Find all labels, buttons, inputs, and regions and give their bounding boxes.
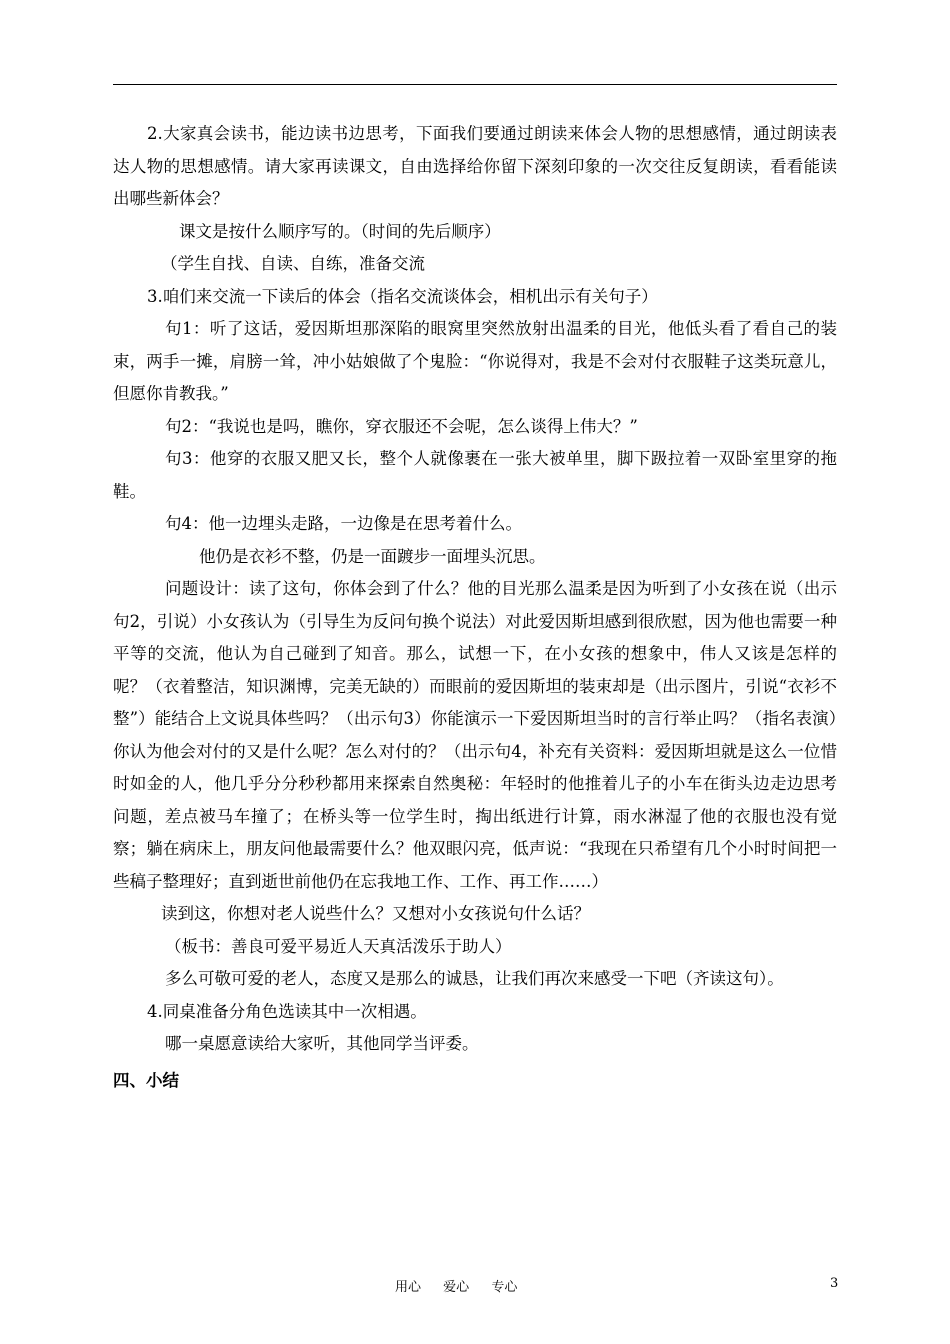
footer-item: 用心 [395,1280,422,1295]
paragraph: （板书：善良可爱平易近人天真活泼乐于助人） [165,936,512,956]
header-rule [113,84,837,85]
paragraph: 问题设计：读了这句，你体会到了什么？他的目光那么温柔是因为听到了小女孩在说（出示句2，引说）小女孩认为（引导生为反问句换个说法）对此爱因斯坦感到很欣慰，因为他也需要一种平等的交流，他认为自己碰到了知音。那么，试想一下，在小女孩的想象中，伟人又该是怎样的呢？（衣着整洁，知识渊博，完美无缺的）而眼前的爱因斯坦的装束却是（出示图片，引说“衣衫不整”）能结合上文说具体些吗？（出示句3）你能演示一下爱因斯坦当时的言行举止吗？（指名表演）你认为他会对付的又是什么呢？怎么对付的？（出示句4，补充有关资料：爱因斯坦就是这么一位惜时如金的人，他几乎分分秒秒都用来探索自然奥秘：年轻时的他推着儿子的小车在街头边走边思考问题，差点被马车撞了；在桥头等一位学生时，掏出纸进行计算，雨水淋湿了他的衣服也没有觉察；躺在病床上，朋友问他最需要什么？他双眼闪亮，低声说：“我现在只希望有几个小时时间把一些稿子整理好；直到逝世前他仍在忘我地工作、工作、再工作……） [113,579,837,891]
page-footer [0,1276,950,1296]
paragraph: 哪一桌愿意读给大家听，其他同学当评委。 [165,1034,479,1053]
section-heading: 四、小结 [113,1070,179,1090]
paragraph: 课文是按什么顺序写的。（时间的先后顺序） [179,221,501,241]
footer-item: 专心 [491,1280,518,1295]
paragraph: 他仍是衣衫不整，仍是一面踱步一面埋头沉思。 [199,546,546,566]
footer-item: 爱心 [443,1280,470,1295]
paragraph: 4.同桌准备分角色选读其中一次相遇。 [147,1001,427,1021]
page-number: 3 [830,1276,839,1291]
paragraph: 句3：他穿的衣服又肥又长，整个人就像裹在一张大被单里，脚下趿拉着一双卧室里穿的拖鞋。 [113,449,837,501]
document-body [113,118,837,1097]
paragraph: 句4：他一边埋头走路，一边像是在思考着什么。 [165,514,522,533]
paragraph: 句2：“我说也是吗，瞧你，穿衣服还不会呢，怎么谈得上伟大？” [165,416,638,436]
paragraph: 读到这，你想对老人说些什么？又想对小女孩说句什么话？ [161,904,590,923]
footer-motto [395,1276,535,1295]
paragraph: 3.咱们来交流一下读后的体会（指名交流谈体会，相机出示有关句子） [147,286,658,306]
paragraph: 多么可敬可爱的老人，态度又是那么的诚恳，让我们再次来感受一下吧（齐读这句）。 [165,969,784,988]
paragraph: （学生自找、自读、自练，准备交流 [161,254,425,273]
paragraph: 句1：听了这话，爱因斯坦那深陷的眼窝里突然放射出温柔的目光，他低头看了看自己的装束，两手一摊，肩膀一耸，冲小姑娘做了个鬼脸：“你说得对，我是不会对付衣服鞋子这类玩意儿，但愿你肯教我。” [113,319,837,403]
paragraph: 2.大家真会读书，能边读书边思考，下面我们要通过朗读来体会人物的思想感情，通过朗读表达人物的思想感情。请大家再读课文，自由选择给你留下深刻印象的一次交往反复朗读，看看能读出哪些新体会？ [113,124,837,208]
